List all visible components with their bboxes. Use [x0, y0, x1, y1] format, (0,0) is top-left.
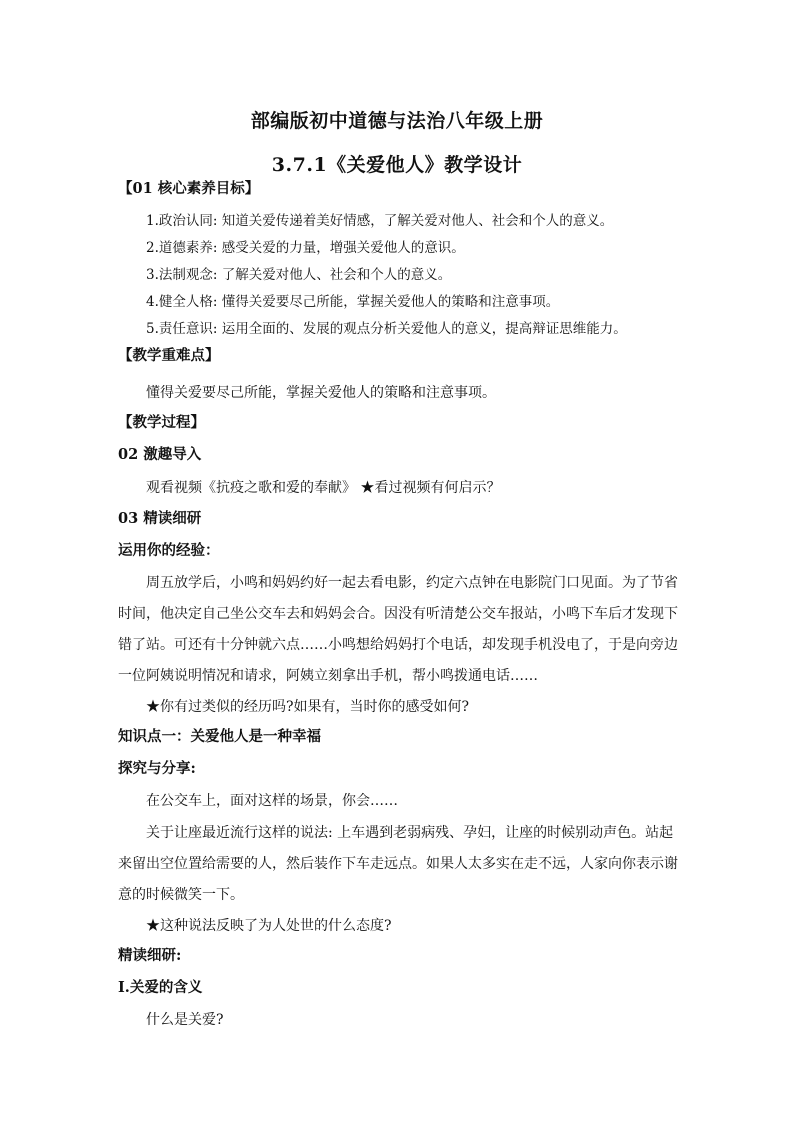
- goal-item: 3.法制观念: 了解关爱对他人、社会和个人的意义。: [146, 267, 452, 283]
- read-heading: 精读细研:: [118, 947, 182, 964]
- key-points-heading: 【教学重难点】: [118, 347, 220, 364]
- saying-line: 关于让座最近流行这样的说法: 上车遇到老弱病残、孕妇，让座的时候别动声色。站起: [146, 825, 674, 841]
- study-heading: 03 精读细研: [118, 510, 202, 527]
- knowledge-heading: 知识点一：关爱他人是一种幸福: [118, 728, 321, 745]
- story-question: ★你有过类似的经历吗?如果有，当时你的感受如何?: [146, 699, 470, 715]
- saying-question: ★这种说法反映了为人处世的什么态度?: [146, 918, 392, 934]
- process-heading: 【教学过程】: [118, 414, 205, 431]
- subsection-heading: Ⅰ.关爱的含义: [118, 979, 203, 996]
- story-line: 周五放学后，小鸣和妈妈约好一起去看电影，约定六点钟在电影院门口见面。为了节省: [146, 575, 678, 591]
- explore-text: 在公交车上，面对这样的场景，你会……: [146, 793, 398, 809]
- goal-item: 2.道德素养: 感受关爱的力量，增强关爱他人的意识。: [146, 240, 465, 256]
- goals-heading: 【01 核心素养目标】: [118, 180, 260, 197]
- key-points-text: 懂得关爱要尽己所能，掌握关爱他人的策略和注意事项。: [146, 385, 496, 401]
- story-line: 错了站。可还有十分钟就六点……小鸣想给妈妈打个电话，却发现手机没电了，于是向旁边: [118, 637, 678, 653]
- goal-item: 5.责任意识: 运用全面的、发展的观点分析关爱他人的意义，提高辩证思维能力。: [146, 321, 627, 337]
- intro-heading: 02 激趣导入: [118, 446, 202, 463]
- document-subtitle: 3.7.1《关爱他人》教学设计: [271, 154, 523, 176]
- story-line: 一位阿姨说明情况和请求，阿姨立刻拿出手机，帮小鸣拨通电话……: [118, 668, 538, 684]
- goal-item: 1.政治认同: 知道关爱传递着美好情感，了解关爱对他人、社会和个人的意义。: [146, 213, 614, 229]
- intro-text: 观看视频《抗疫之歌和爱的奉献》 ★看过视频有何启示？: [146, 480, 501, 496]
- saying-line: 意的时候微笑一下。: [118, 887, 244, 903]
- goal-item: 4.健全人格: 懂得关爱要尽己所能，掌握关爱他人的策略和注意事项。: [146, 294, 560, 310]
- subsection-question: 什么是关爱?: [146, 1012, 224, 1028]
- explore-heading: 探究与分享:: [118, 760, 196, 777]
- document-title: 部编版初中道德与法治八年级上册: [250, 110, 544, 132]
- saying-line: 来留出空位置给需要的人，然后装作下车走远点。如果人太多实在走不远，人家向你表示谢: [118, 856, 678, 872]
- experience-heading: 运用你的经验：: [118, 542, 220, 559]
- story-line: 时间，他决定自己坐公交车去和妈妈会合。因没有听清楚公交车报站，小鸣下车后才发现下: [118, 606, 678, 622]
